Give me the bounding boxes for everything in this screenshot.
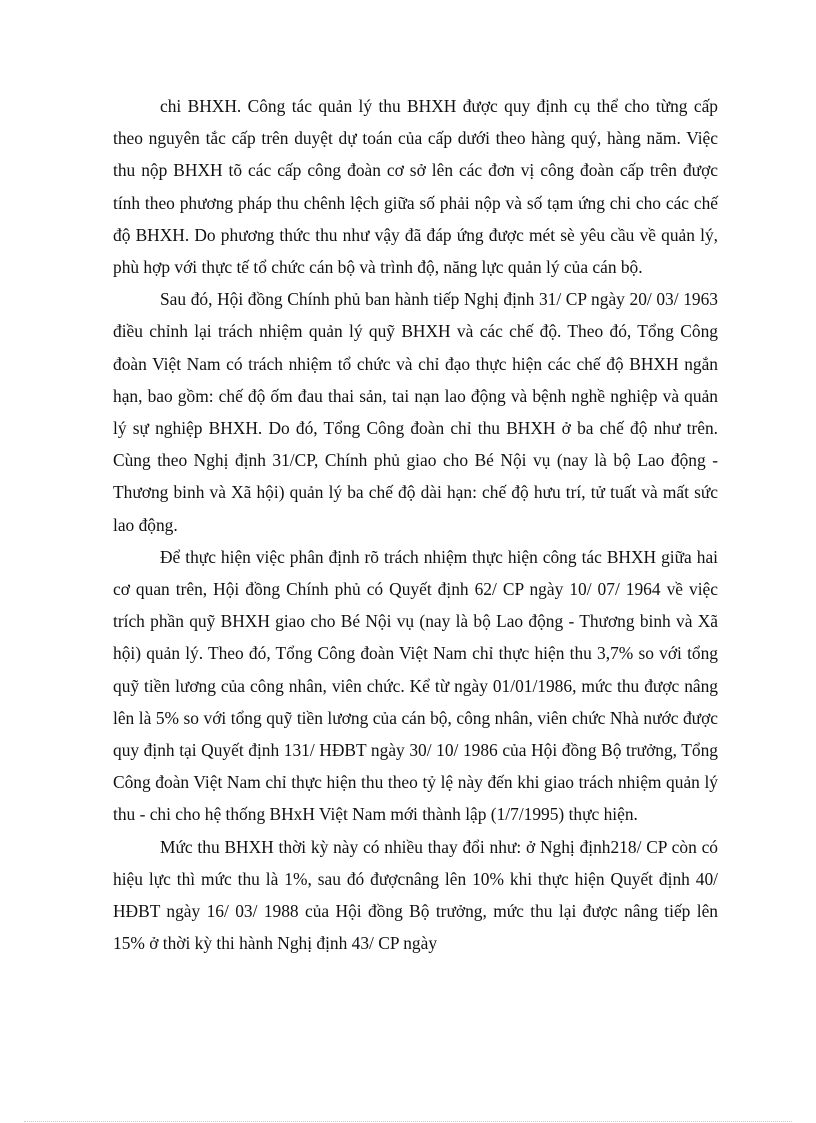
body-text — [113, 90, 718, 959]
paragraph-3: Để thực hiện việc phân định rõ trách nhiệm thực hiện công tác BHXH giữa hai cơ quan trên, Hội đồng Chính phủ có Quyết định 62/ CP ngày 10/ 07/ 1964 về việc trích phần quỹ BHXH giao cho Bé Nội vụ (nay là bộ Lao động - Thương binh và Xã hội) quản lý. Theo đó, Tổng Công đoàn Việt Nam chỉ thực hiện thu 3,7% so với tổng quỹ tiền lương của công nhân, viên chức. Kể từ ngày 01/01/1986, mức thu được nâng lên là 5% so với tổng quỹ tiền lương của cán bộ, công nhân, viên chức Nhà nước được quy định tại Quyết định 131/ HĐBT ngày 30/ 10/ 1986 của Hội đồng Bộ trưởng, Tổng Công đoàn Việt Nam chỉ thực hiện thu theo tỷ lệ này đến khi giao trách nhiệm quản lý thu - chi cho hệ thống BHxH Việt Nam mới thành lập (1/7/1995) thực hiện. — [113, 546, 718, 825]
page-bottom-divider — [24, 1121, 792, 1122]
paragraph-2: Sau đó, Hội đồng Chính phủ ban hành tiếp Nghị định 31/ CP ngày 20/ 03/ 1963 điều chỉnh lại trách nhiệm quản lý quỹ BHXH và các chế độ. Theo đó, Tổng Công đoàn Việt Nam có trách nhiệm tổ chức và chỉ đạo thực hiện các chế độ BHXH ngắn hạn, bao gồm: chế độ ốm đau thai sản, tai nạn lao động và bệnh nghề nghiệp và quản lý sự nghiệp BHXH. Do đó, Tổng Công đoàn chỉ thu BHXH ở ba chế độ như trên. Cùng theo Nghị định 31/CP, Chính phủ giao cho Bé Nội vụ (nay là bộ Lao động - Thương binh và Xã hội) quản lý ba chế độ dài hạn: chế độ hưu trí, tử tuất và mất sức lao động. — [113, 289, 718, 535]
paragraph-1: chi BHXH. Công tác quản lý thu BHXH được quy định cụ thể cho từng cấp theo nguyên tắc cấp trên duyệt dự toán của cấp dưới theo hàng quý, hàng năm. Việc thu nộp BHXH tõ các cấp công đoàn cơ sở lên các đơn vị công đoàn cấp trên được tính theo phương pháp thu chênh lệch giữa số phải nộp và số tạm ứng chi cho các chế độ BHXH. Do phương thức thu như vậy đã đáp ứng được mét sè yêu cầu về quản lý, phù hợp với thực tế tổ chức cán bộ và trình độ, năng lực quản lý của cán bộ. — [113, 96, 718, 278]
paragraph-4: Mức thu BHXH thời kỳ này có nhiều thay đổi như: ở Nghị định218/ CP còn có hiệu lực thì mức thu là 1%, sau đó đượcnâng lên 10% khi thực hiện Quyết định 40/ HĐBT ngày 16/ 03/ 1988 của Hội đồng Bộ trưởng, mức thu lại được nâng tiếp lên 15% ở thời kỳ thi hành Nghị định 43/ CP ngày — [113, 836, 718, 954]
